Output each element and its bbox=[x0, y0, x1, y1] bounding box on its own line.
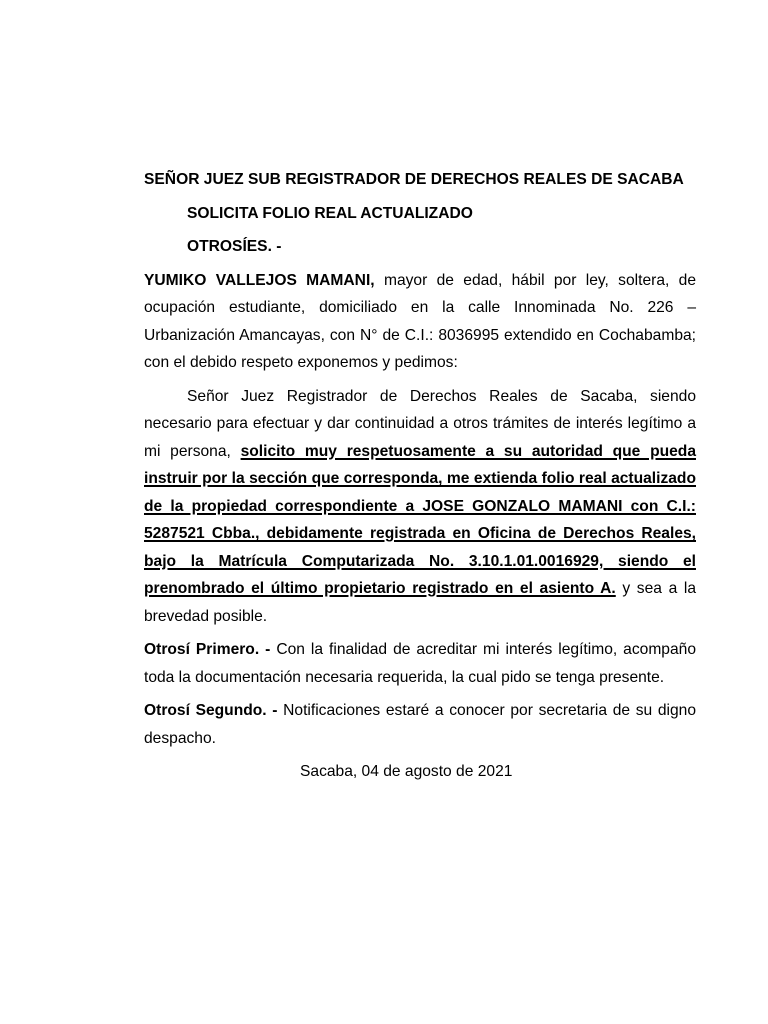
otrosi-segundo-label: Otrosí Segundo. - bbox=[144, 702, 278, 719]
request-emphasis: solicito muy respetuosamente a su autoridad que pueda instruir por la sección que corresponda, me extienda folio real actualizado de la propiedad correspondiente a JOSE GONZALO MAMANI con C.I.: 5287521 Cbba., debidamente registrada en Oficina de Derechos Reales, bajo la Matrícula Computarizada No. 3.10.1.01.0016929, siendo el prenombrado el último propietario registrado en el asiento A. bbox=[144, 442, 696, 597]
otrosi-primero-paragraph bbox=[144, 636, 696, 691]
petitioner-name: YUMIKO VALLEJOS MAMANI, bbox=[144, 271, 375, 289]
otrosi-segundo-text: Notificaciones estaré a conocer por secretaria de su digno despacho. bbox=[144, 702, 697, 747]
intro-paragraph bbox=[144, 267, 696, 377]
document-subject: SOLICITA FOLIO REAL ACTUALIZADO bbox=[187, 204, 473, 222]
request-lead: Señor Juez Registrador de Derechos Reales de Sacaba, siendo necesario para efectuar y dar continuidad a otros trámites de interés legítimo a mi persona, bbox=[144, 387, 696, 460]
document-date: Sacaba, 04 de agosto de 2021 bbox=[300, 763, 513, 780]
request-paragraph bbox=[144, 383, 696, 631]
document-page bbox=[144, 166, 696, 786]
otrosi-primero-text: Con la finalidad de acreditar mi interés legítimo, acompaño toda la documentación necesaria requerida, la cual pido se tenga presente. bbox=[144, 641, 696, 686]
request-tail: y sea a la brevedad posible. bbox=[144, 580, 696, 625]
otrosies-label: OTROSÍES. - bbox=[187, 238, 282, 255]
document-heading: SEÑOR JUEZ SUB REGISTRADOR DE DERECHOS REALES DE SACABA bbox=[144, 171, 684, 188]
otrosi-primero-label: Otrosí Primero. - bbox=[144, 641, 271, 658]
otrosi-segundo-paragraph bbox=[144, 697, 696, 752]
intro-text: mayor de edad, hábil por ley, soltera, de ocupación estudiante, domiciliado en la calle Innominada No. 226 – Urbanización Amancayas, con N° de C.I.: 8036995 extendido en Cochabamba; con el debido respeto exponemos y pedimos: bbox=[144, 271, 696, 371]
